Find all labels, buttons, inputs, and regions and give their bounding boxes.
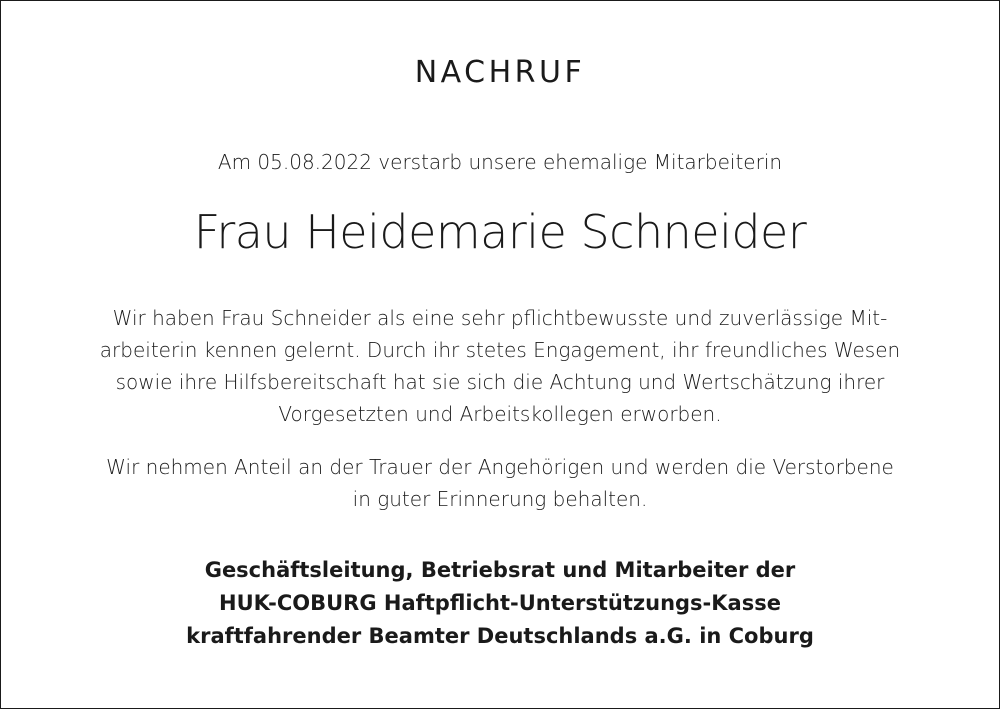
page-title: NACHRUF	[414, 55, 586, 90]
intro-text: Am 05.08.2022 verstarb unsere ehemalige Mitarbeiterin	[217, 150, 783, 174]
tribute-paragraph	[0, 302, 1000, 430]
paragraph-line: sowie ihre Hilfsbereitschaft hat sie sich die Achtung und Wertschätzung ihrer	[115, 370, 885, 394]
signature-block	[0, 554, 1000, 653]
paragraph-line: arbeiterin kennen gelernt. Durch ihr stetes Engagement, ihr freundliches Wesen	[99, 338, 901, 362]
paragraph-line: in guter Erinnerung behalten.	[352, 487, 648, 511]
paragraph-line: Wir haben Frau Schneider als eine sehr pflichtbewusste und zuverlässige Mit-	[112, 306, 888, 330]
deceased-name: Frau Heidemarie Schneider	[193, 205, 807, 259]
paragraph-line: Vorgesetzten und Arbeitskollegen erworben.	[278, 402, 722, 426]
condolence-paragraph	[0, 451, 1000, 515]
signature-line: HUK-COBURG Haftpflicht-Unterstützungs-Kasse	[219, 591, 781, 615]
signature-line: kraftfahrender Beamter Deutschlands a.G. in Coburg	[186, 624, 814, 648]
signature-line: Geschäftsleitung, Betriebsrat und Mitarbeiter der	[204, 558, 796, 582]
paragraph-line: Wir nehmen Anteil an der Trauer der Angehörigen und werden die Verstorbene	[106, 455, 894, 479]
